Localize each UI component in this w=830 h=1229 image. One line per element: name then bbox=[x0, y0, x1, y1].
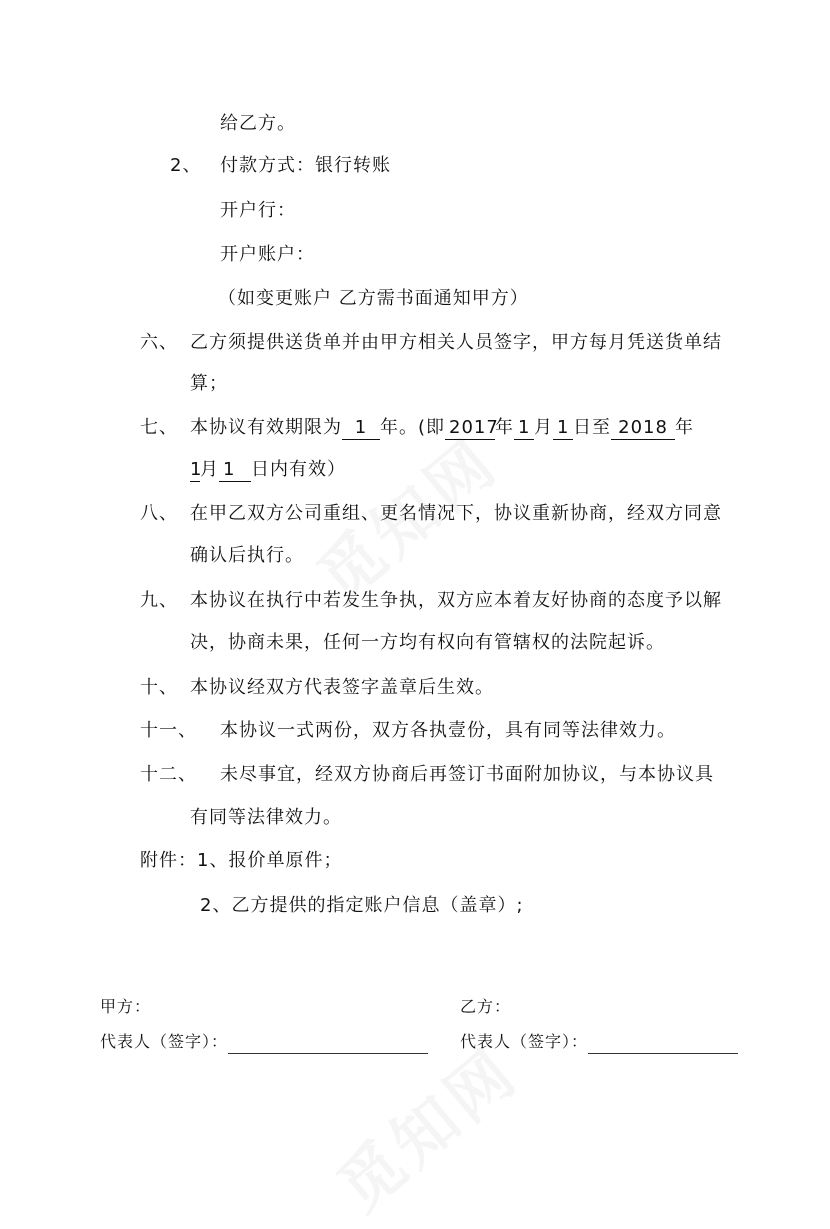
start-month: 1 bbox=[514, 417, 534, 440]
clause-7-suffix: 日内有效） bbox=[251, 459, 346, 480]
payment-method-number: 2、 bbox=[170, 155, 202, 176]
clause-7-part: 年 bbox=[495, 417, 515, 438]
clause-10-number: 十、 bbox=[140, 677, 178, 698]
party-b-rep-label: 代表人（签字）： bbox=[460, 1032, 589, 1051]
end-month: 1 bbox=[190, 459, 203, 480]
clause-7-text bbox=[190, 416, 694, 440]
bank-account-label: 开户账户： bbox=[220, 244, 315, 265]
clause-7-part: 年 bbox=[675, 417, 695, 438]
account-change-note: （如变更账户 乙方需书面通知甲方） bbox=[218, 288, 529, 309]
clause-9-text: 本协议在执行中若发生争执，双方应本着友好协商的态度予以解 bbox=[190, 590, 722, 611]
party-b-representative bbox=[460, 1030, 738, 1054]
clause-7-prefix: 本协议有效期限为 bbox=[190, 417, 342, 438]
clause-6-text-cont: 算； bbox=[190, 373, 228, 394]
clause-10-text: 本协议经双方代表签字盖章后生效。 bbox=[190, 677, 494, 698]
clause-7-part: 月 bbox=[200, 459, 219, 480]
party-b-label: 乙方： bbox=[460, 997, 512, 1016]
attachment-2: 2、乙方提供的指定账户信息（盖章）; bbox=[200, 895, 524, 916]
clause-6-text: 乙方须提供送货单并由甲方相关人员签字，甲方每月凭送货单结 bbox=[190, 332, 722, 353]
payment-method: 付款方式：银行转账 bbox=[220, 155, 391, 176]
clause-12-number: 十二、 bbox=[140, 764, 197, 785]
clause-12-text-cont: 有同等法律效力。 bbox=[190, 807, 342, 828]
clause-7-part: 月 bbox=[534, 417, 554, 438]
payment-text-end: 给乙方。 bbox=[220, 113, 296, 134]
clause-8-text-cont: 确认后执行。 bbox=[190, 545, 304, 566]
validity-years: 1 bbox=[342, 417, 380, 440]
end-year: 2018 bbox=[611, 417, 675, 440]
clause-8-number: 八、 bbox=[140, 503, 178, 524]
clause-9-number: 九、 bbox=[140, 590, 178, 611]
clause-6-number: 六、 bbox=[140, 332, 178, 353]
end-day: 1 bbox=[219, 459, 251, 482]
start-year: 2017 bbox=[445, 417, 495, 440]
party-a-signature-line[interactable] bbox=[228, 1033, 428, 1054]
clause-11-number: 十一、 bbox=[140, 720, 197, 741]
start-day: 1 bbox=[553, 417, 573, 440]
party-b-signature-line[interactable] bbox=[588, 1033, 738, 1054]
attachment-1: 附件：1、报价单原件； bbox=[140, 850, 343, 871]
clause-11-text: 本协议一式两份，双方各执壹份，具有同等法律效力。 bbox=[220, 720, 676, 741]
clause-8-text: 在甲乙双方公司重组、更名情况下，协议重新协商，经双方同意 bbox=[190, 503, 722, 524]
clause-9-text-cont: 决，协商未果，任何一方均有权向有管辖权的法院起诉。 bbox=[190, 632, 665, 653]
party-a-rep-label: 代表人（签字）： bbox=[100, 1032, 229, 1051]
watermark bbox=[315, 1023, 535, 1228]
party-a-label: 甲方： bbox=[100, 997, 152, 1016]
clause-7-text-cont bbox=[190, 458, 346, 482]
party-a-representative bbox=[100, 1030, 428, 1054]
clause-7-part: 年。(即 bbox=[380, 417, 446, 438]
clause-7-number: 七、 bbox=[140, 417, 178, 438]
bank-name-label: 开户行： bbox=[220, 200, 296, 221]
clause-12-text: 未尽事宜，经双方协商后再签订书面附加协议，与本协议具 bbox=[220, 764, 714, 785]
clause-7-part: 日至 bbox=[573, 417, 612, 438]
